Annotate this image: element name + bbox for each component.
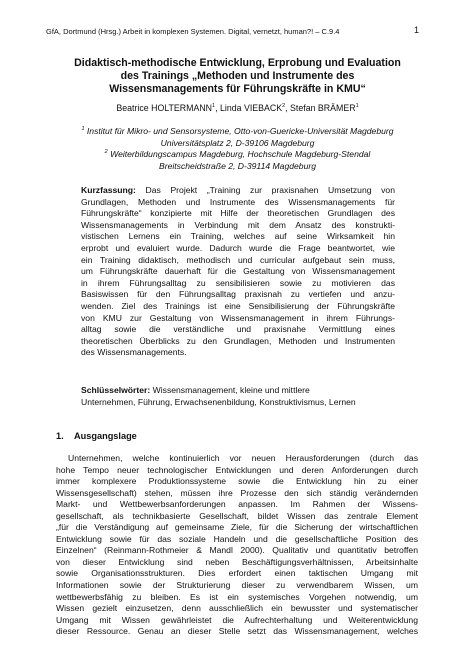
- author-name: Stefan BRÄMER: [290, 103, 356, 113]
- title-line: Wissensmanagements für Führungskräfte in KMU“: [109, 83, 366, 96]
- keywords: [81, 385, 395, 408]
- author-name: Linda VIEBACK: [219, 103, 283, 113]
- body-line: Unternehmen, welche kontinuierlich vor neuen Herausforderungen (durch das: [68, 453, 418, 463]
- keywords-line: Unternehmen, Führung, Erwachsenenbildung, Konstruktivismus, Lernen: [81, 396, 356, 407]
- body-line: Informationen sowie der Strukturierung dieser zu verwendbarem Wissen, um: [56, 580, 418, 591]
- author-affiliation-mark: 2: [282, 103, 286, 110]
- abstract-line: um Führungskräfte dauerhaft für die Gestaltung von Wissensmanagement: [81, 266, 395, 277]
- abstract-line: vistischen Lernens ein Training, welches auf seine Wirksamkeit hin: [81, 231, 395, 242]
- body-line: Wissen gezielt einzusetzen, denn ausschließlich ein bewusster und systematischer: [56, 603, 418, 614]
- abstract-line: von KMU zur Gestaltung von Wissensmanagement in ihrem Führungs-: [81, 312, 395, 323]
- abstract-line: in ihrem Führungsalltag zu sensibilisieren sowie zu motivieren das: [81, 277, 395, 288]
- section-heading: [56, 431, 137, 442]
- keywords-line: Schlüsselwörter: Wissensmanagement, kleine und mittlere: [81, 385, 310, 395]
- affiliation-line: $^2$ Weiterbildungscampus Magdeburg, Hochschule Magdeburg-Stendal: [104, 149, 371, 160]
- keywords-label: Schlüsselwörter:: [81, 385, 151, 395]
- title-line: des Trainings „Methoden und Instrumente des: [120, 70, 355, 83]
- affiliation-line: $^1$ Institut für Mikro- und Sensorsysteme, Otto-von-Guericke-Universität Magdeburg: [81, 126, 394, 136]
- author-name: Beatrice HOLTERMANN: [116, 103, 213, 113]
- author-list: Beatrice HOLTERMANN$^1$, Linda VIEBACK$^2$, Stefan BRÄMER$^1$: [116, 103, 359, 113]
- body-line: Umgang mit Wissen gewährleistet die Aufrechterhaltung und Weiterentwicklung: [56, 614, 418, 625]
- abstract-line: theoretischen Überblicks zu den Grundlagen, Methoden und Instrumenten: [81, 335, 395, 346]
- body-line: dieser Ressource. Genau an dieser Stelle setzt das Wissensmanagement, welches: [56, 626, 418, 637]
- abstract-line: ein Training didaktisch, methodisch und curricular aufgebaut sein muss,: [81, 254, 395, 265]
- body-line: Einzelnen“ (Reinmann-Rothmeier & Mandl 2000). Qualitativ und quantitativ betroffen: [56, 545, 418, 556]
- author-affiliation-mark: 1: [212, 103, 216, 110]
- abstract-line: alltag sowie die verständliche und praxisnahe Vermittlung eines: [81, 324, 395, 335]
- abstract: [81, 185, 395, 359]
- abstract-line: des Wissensmanagements.: [81, 347, 187, 358]
- abstract-line: Grundlagen, Methoden und Instrumente des Wissensmanagements für: [81, 196, 395, 207]
- body-line: Entwicklung sowie für das soziale Handeln und die gesellschaftliche Position des: [56, 533, 418, 544]
- body-paragraph: [56, 453, 418, 638]
- body-line: Wissensgesellschaft) stehen, müssen ihre Prozesse den sich ständig verändernden: [56, 487, 418, 498]
- affiliation-mark: 1: [81, 126, 85, 133]
- abstract-label: Kurzfassung:: [81, 185, 136, 195]
- abstract-line: Führungskräfte“ konzipierte mit Hilfe der theoretischen Grundlagen des: [81, 208, 395, 219]
- abstract-line: erprobt und evaluiert wurde. Dadurch wurde die Frage beantwortet, wie: [81, 242, 395, 253]
- body-line: „für die Verständigung auf gemeinsame Ziele, für die Sicherung der wirtschaftlichen: [56, 522, 418, 533]
- abstract-line: Basiswissen für den Führungsalltag praxisnah zu vertiefen und anzu-: [81, 289, 395, 300]
- abstract-line: wenden. Ziel des Trainings ist eine Sensibilisierung der Führungskräfte: [81, 300, 395, 311]
- body-line: gesellschaft, als technikbasierte Gesellschaft, bildet Wissen das zentrale Element: [56, 510, 418, 521]
- body-line: von dieser Entwicklung sind neben Beschäftigungsverhältnissen, Arbeitsinhalte: [56, 556, 418, 567]
- paper-title: [60, 57, 415, 97]
- abstract-line: Wissensmanagements in Verbindung mit dem Ansatz des konstrukti-: [81, 219, 395, 230]
- body-line: sowie Organisationsstrukturen. Dies erfordert einen taktischen Umgang mit: [56, 568, 418, 579]
- section-title: Ausgangslage: [74, 431, 137, 441]
- body-line: hohe Tempo neuer technologischer Entwicklungen und deren Anforderungen durch: [56, 464, 418, 475]
- author-affiliation-mark: 1: [355, 103, 359, 110]
- abstract-line: Kurzfassung: Das Projekt „Training zur praxisnahen Umsetzung von: [81, 185, 395, 195]
- affiliation-line: Universitätsplatz 2, D-39106 Magdeburg: [160, 137, 315, 148]
- affiliation-line: Breitscheidstraße 2, D-39114 Magdeburg: [159, 161, 316, 172]
- section-number: 1.: [56, 431, 64, 441]
- body-line: Markt- und Wettbewerbsanforderungen anpassen. Im Rahmen der Wissens-: [56, 499, 418, 510]
- affiliation-mark: 2: [104, 149, 108, 156]
- body-line: wettbewerbsfähig zu bleiben. Es ist ein systemisches Vorgehen notwendig, um: [56, 591, 418, 602]
- title-line: Didaktisch-methodische Entwicklung, Erprobung und Evaluation: [74, 57, 401, 69]
- page-number: 1: [414, 25, 420, 35]
- affiliations: [60, 126, 415, 173]
- body-line: immer komplexere Produktionssysteme sowie die Entwicklung hin zu einer: [56, 476, 418, 487]
- running-head: GfA, Dortmund (Hrsg.) Arbeit in komplexen Systemen. Digital, vernetzt, human?! – C.9.4: [46, 27, 340, 36]
